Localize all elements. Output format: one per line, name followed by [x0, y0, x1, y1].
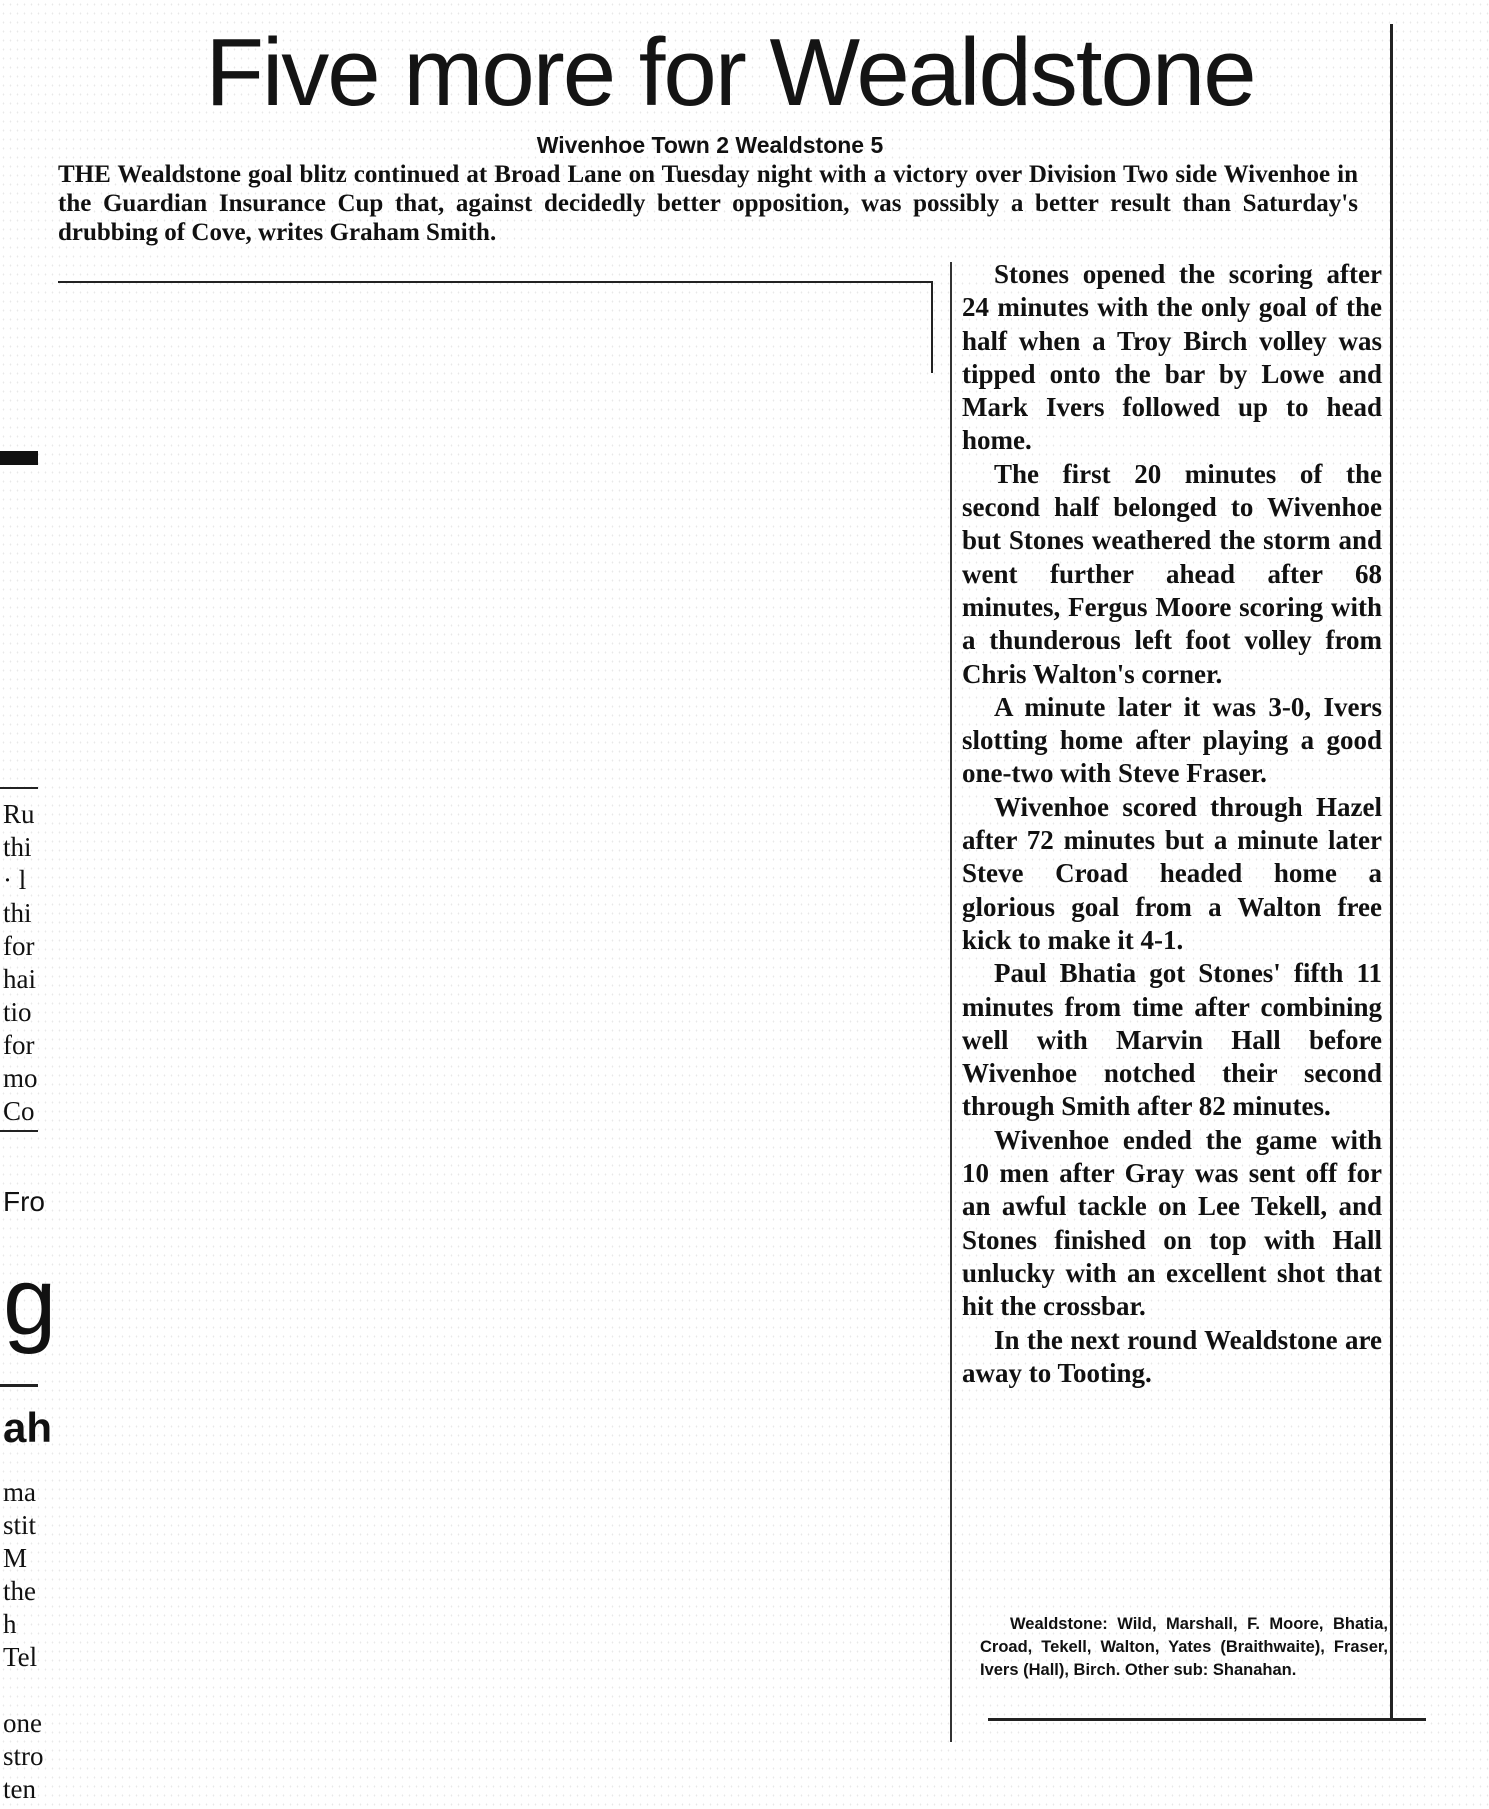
fragment-from: Fro [3, 1186, 45, 1217]
strip-rule-bottom [0, 1130, 38, 1132]
photo-frame-right-tick [931, 281, 933, 373]
paragraph: The first 20 minutes of the second half belonged to Wivenhoe but Stones weathered the storm and went further ahead after 68 minutes, Fergus Moore scoring with a thunderous left foot volley from Chris Walton's corner. [962, 458, 1382, 689]
fragment-line: thi [3, 832, 32, 862]
fragment-line: · l [3, 865, 27, 895]
column-rule [950, 262, 952, 1742]
paragraph: In the next round Wealdstone are away to Tooting. [962, 1324, 1382, 1388]
strip-rule-top [0, 787, 38, 789]
fragment-line: hai [3, 964, 36, 994]
score-line: Wivenhoe Town 2 Wealdstone 5 [536, 132, 884, 158]
photo-frame-top-rule [58, 281, 931, 283]
fragment-line: stit [3, 1510, 37, 1540]
strip-black-bar [0, 451, 38, 465]
fragment-line: M [3, 1543, 28, 1573]
paragraph: Paul Bhatia got Stones' fifth 11 minutes from time after combining well with Marvin Hall before Wivenhoe notched their second through Smith after 82 minutes. [962, 958, 1382, 1122]
fragment-line: the [3, 1576, 36, 1606]
paragraph: Stones opened the scoring after 24 minutes with the only goal of the half when a Troy Birch volley was tipped onto the bar by Lowe and Mark Ivers followed up to head home. [962, 259, 1382, 456]
fragment-line: thi [3, 898, 32, 928]
fragment-line: Ru [3, 799, 35, 829]
fragment-line: Co [3, 1096, 35, 1126]
fragment-line: tio [3, 997, 32, 1027]
paragraph: Wivenhoe scored through Hazel after 72 minutes but a minute later Steve Croad headed home a glorious goal from a Walton free kick to make it 4-1. [962, 791, 1382, 955]
fragment-big-letter: g [3, 1248, 57, 1355]
headline: Five more for Wealdstone [205, 19, 1255, 126]
bottom-border-rule [988, 1718, 1426, 1721]
paragraph: Wivenhoe ended the game with 10 men after Gray was sent off for an awful tackle on Lee Tekell, and Stones finished on top with Hall unlucky with an excellent shot that hit the crossbar. [962, 1124, 1382, 1322]
paragraph: A minute later it was 3-0, Ivers slotting home after playing a good one-two with Steve Fraser. [962, 691, 1382, 789]
adjacent-column-strip [0, 0, 57, 1809]
standfirst: THE Wealdstone goal blitz continued at Broad Lane on Tuesday night with a victory over Division Two side Wivenhoe in the Guardian Insurance Cup that, against decidedly better opposition, was possibly a better result than Saturday's drubbing of Cove, writes Graham Smith. [58, 161, 1358, 246]
fragment-line: mo [3, 1063, 38, 1093]
fragment-line: ten [3, 1774, 36, 1804]
fragment-line: one [3, 1708, 42, 1738]
fragment-line: Tel [3, 1642, 38, 1672]
fragment-line: for [3, 1030, 35, 1060]
fragment-line: ma [3, 1477, 36, 1507]
team-lineup: Wealdstone: Wild, Marshall, F. Moore, Bhatia, Croad, Tekell, Walton, Yates (Braithwaite), Fraser, Ivers (Hall), Birch. Other sub: Shanahan. [980, 1615, 1388, 1679]
right-border-rule [1390, 24, 1393, 1718]
fragment-heading: ah [3, 1404, 53, 1451]
fragment-line: stro [3, 1741, 44, 1771]
article-body [962, 258, 1382, 1390]
strip-rule-heading [0, 1384, 38, 1387]
fragment-line: for [3, 931, 35, 961]
fragment-line: h [3, 1609, 17, 1639]
